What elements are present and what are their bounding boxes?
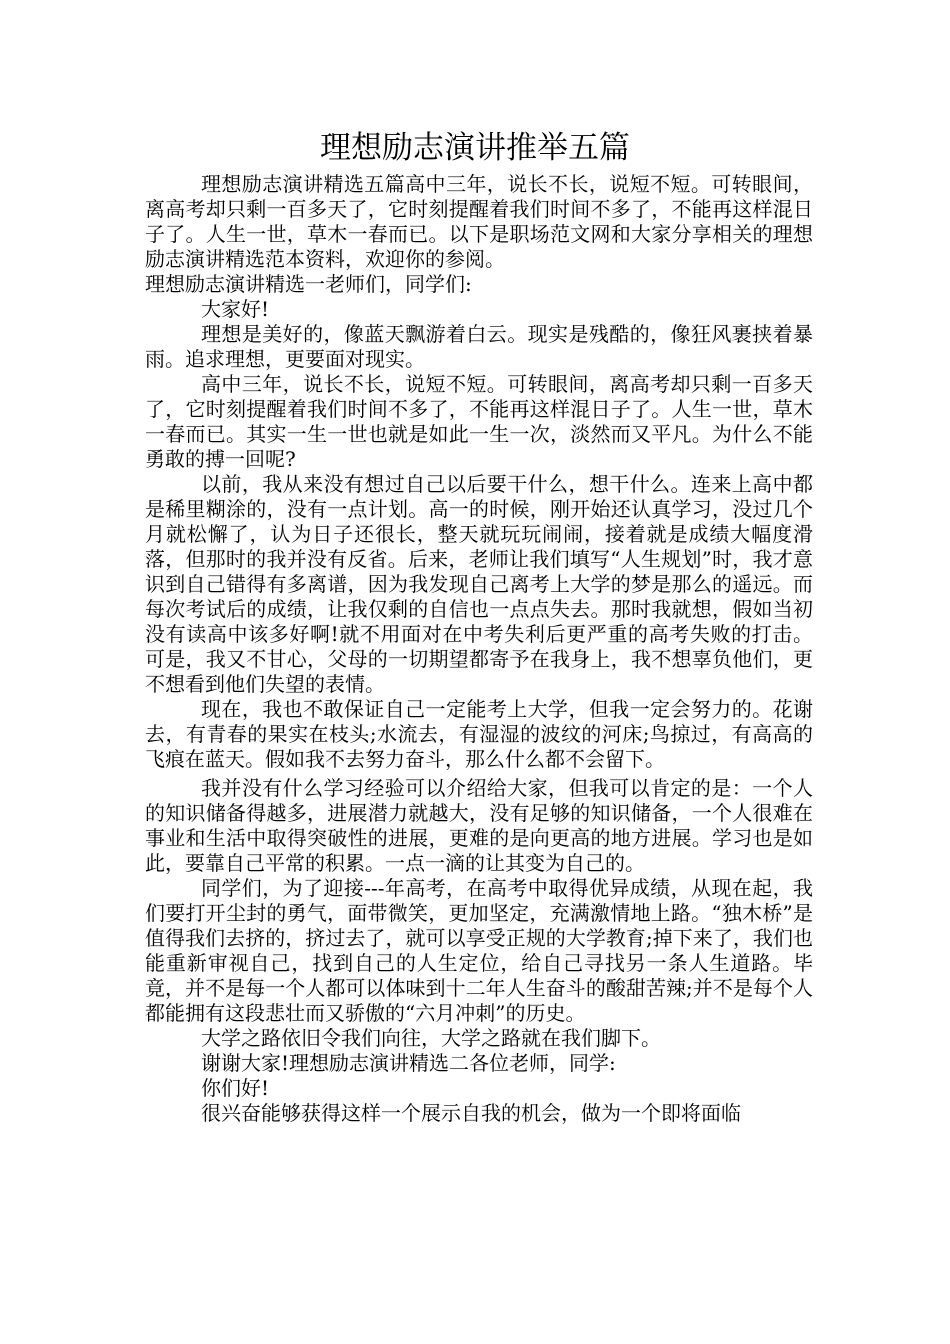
paragraph-speech-one-heading: 理想励志演讲精选一老师们，同学们: xyxy=(145,272,472,296)
paragraph-experience: 我并没有什么学习经验可以介绍给大家，但我可以肯定的是：一个人的知识储备得越多，进展潜力就越大，没有足够的知识储备，一个人很难在事业和生活中取得突破性的进展，更难的是向更高的地方进展。学习也是如此，要靠自己平常的积累。一点一滴的让其变为自己的。 xyxy=(145,776,813,875)
paragraph-greeting: 大家好! xyxy=(201,297,270,321)
paragraph-thanks: 谢谢大家!理想励志演讲精选二各位老师，同学: xyxy=(201,1051,616,1075)
paragraph-hello: 你们好! xyxy=(201,1076,270,1100)
paragraph-intro: 理想励志演讲精选五篇高中三年，说长不长，说短不短。可转眼间，离高考却只剩一百多天了，它时刻提醒着我们时间不多了，不能再这样混日子了。人生一世，草木一春而已。以下是职场范文网和大家分享相关的理想励志演讲精选范本资料，欢迎你的参阅。 xyxy=(145,172,813,271)
paragraph-before: 以前，我从来没有想过自己以后要干什么，想干什么。连来上高中都是稀里糊涂的，没有一点计划。高一的时候，刚开始还认真学习，没过几个月就松懈了，认为日子还很长，整天就玩玩闹闹，接着就是成绩大幅度滑落，但那时的我并没有反省。后来，老师让我们填写“人生规划”时，我才意识到自己错得有多离谱，因为我发现自己离考上大学的梦是那么的遥远。而每次考试后的成绩，让我仅剩的自信也一点点失去。那时我就想，假如当初没有读高中该多好啊!就不用面对在中考失利后更严重的高考失败的打击。可是，我又不甘心，父母的一切期望都寄予在我身上，我不想辜负他们，更不想看到他们失望的表情。 xyxy=(145,472,813,696)
paragraph-university-road: 大学之路依旧令我们向往，大学之路就在我们脚下。 xyxy=(201,1026,661,1050)
paragraph-now: 现在，我也不敢保证自己一定能考上大学，但我一定会努力的。花谢去，有青春的果实在枝头;水流去，有湿湿的波纹的河床;鸟掠过，有高高的飞痕在蓝天。假如我不去努力奋斗，那么什么都不会留下。 xyxy=(145,697,813,771)
paragraph-three-years: 高中三年，说长不长，说短不短。可转眼间，离高考却只剩一百多天了，它时刻提醒着我们时间不多了，不能再这样混日子了。人生一世，草木一春而已。其实一生一世也就是如此一生一次，淡然而又平凡。为什么不能勇敢的搏一回呢? xyxy=(145,372,813,471)
paragraph-opportunity: 很兴奋能够获得这样一个展示自我的机会，做为一个即将面临 xyxy=(201,1101,741,1125)
paragraph-ideal: 理想是美好的，像蓝天飘游着白云。现实是残酷的，像狂风裹挟着暴雨。追求理想，更要面对现实。 xyxy=(145,322,813,371)
document-title: 理想励志演讲推举五篇 xyxy=(320,130,630,166)
paragraph-classmates: 同学们，为了迎接---年高考，在高考中取得优异成绩，从现在起，我们要打开尘封的勇气，面带微笑，更加坚定，充满激情地上路。“独木桥”是值得我们去挤的，挤过去了，就可以享受正规的大学教育;掉下来了，我们也能重新审视自己，找到自己的人生定位，给自己寻找另一条人生道路。毕竟，并不是每一个人都可以体味到十二年人生奋斗的酸甜苦辣;并不是每个人都能拥有这段悲壮而又骄傲的“六月冲刺”的历史。 xyxy=(145,876,813,1025)
document-body xyxy=(145,172,813,1126)
